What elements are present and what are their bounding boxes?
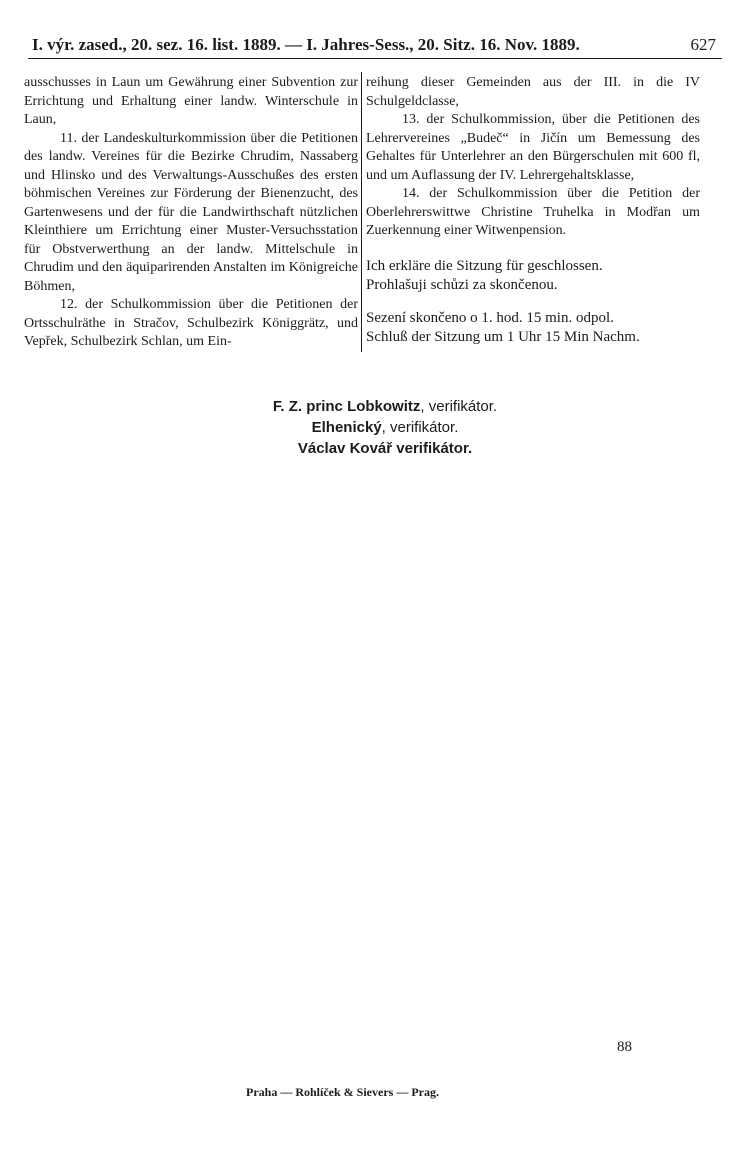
printer-imprint: Praha — Rohlíček & Sievers — Prag. xyxy=(246,1085,439,1099)
paragraph: 14. der Schulkommission über die Petition der Oberlehrerswittwe Christine Truhelka in Modřan um Zuerkennung einer Witwenpension. xyxy=(366,186,700,238)
verifier-signatures xyxy=(150,396,620,459)
right-column xyxy=(366,74,700,347)
header-page-number: 627 xyxy=(690,35,716,54)
paragraph: 13. der Schulkommission, über die Petitionen des Lehrervereines „Budeč“ in Jičín um Bemessung des Gehaltes für Unterlehrer an den Bürgerschulen mit 600 fl, und um Auflassung der IV. Lehrergehaltsklasse, xyxy=(366,112,700,183)
verifier-name: F. Z. princ Lobkowitz xyxy=(272,398,421,415)
paragraph: reihung dieser Gemeinden aus der III. in die IV Schulgeldclasse, xyxy=(366,75,700,109)
closing-czech: Prohlašuji schůzi za skončenou. xyxy=(366,276,558,293)
session-end-czech: Sezení skončeno o 1. hod. 15 min. odpol. xyxy=(366,309,614,326)
column-divider xyxy=(361,72,362,352)
paragraph: ausschusses in Laun um Gewährung einer Subvention zur Errichtung und Erhaltung einer landw. Winterschule in Laun, xyxy=(24,75,358,127)
sheet-number: 88 xyxy=(617,1039,632,1055)
paragraph: 12. der Schulkommission über die Petitionen der Ortsschulräthe in Stračov, Schulbezirk Königgrätz, und Vepřek, Schulbezirk Schlan, um Ein- xyxy=(24,297,358,349)
header-title: I. výr. zased., 20. sez. 16. list. 1889. — I. Jahres-Sess., 20. Sitz. 16. Nov. 1889. xyxy=(32,35,580,54)
closing-german: Ich erkläre die Sitzung für geschlossen. xyxy=(366,257,603,274)
signature-line xyxy=(150,396,620,417)
verifier-role: verifikátor. xyxy=(392,440,473,457)
verifier-role: , verifikátor. xyxy=(381,419,459,436)
verifier-name: Elhenický xyxy=(311,419,382,436)
verifier-name: Václav Kovář xyxy=(297,440,393,457)
paragraph: 11. der Landeskulturkommission über die Petitionen des landw. Vereines für die Bezirke Chrudim, Nassaberg und Hlinsko und des Verwaltungs-Ausschußes des ersten böhmischen Vereines zur Förderung der Bienenzucht, des Gartenwesens und der für die Landwirthschaft nützlichen Kleinthiere um Errichtung einer Muster-Versuchsstation für Obstverwerthung an der landw. Mittelschule in Chrudim und den äquiparirenden Anstalten im Königreiche Böhmen, xyxy=(24,130,358,294)
signature-line xyxy=(150,438,620,459)
session-end-german: Schluß der Sitzung um 1 Uhr 15 Min Nachm. xyxy=(366,328,640,345)
running-header xyxy=(28,34,722,59)
left-column xyxy=(24,74,358,352)
verifier-role: , verifikátor. xyxy=(420,398,498,415)
signature-line xyxy=(150,417,620,438)
